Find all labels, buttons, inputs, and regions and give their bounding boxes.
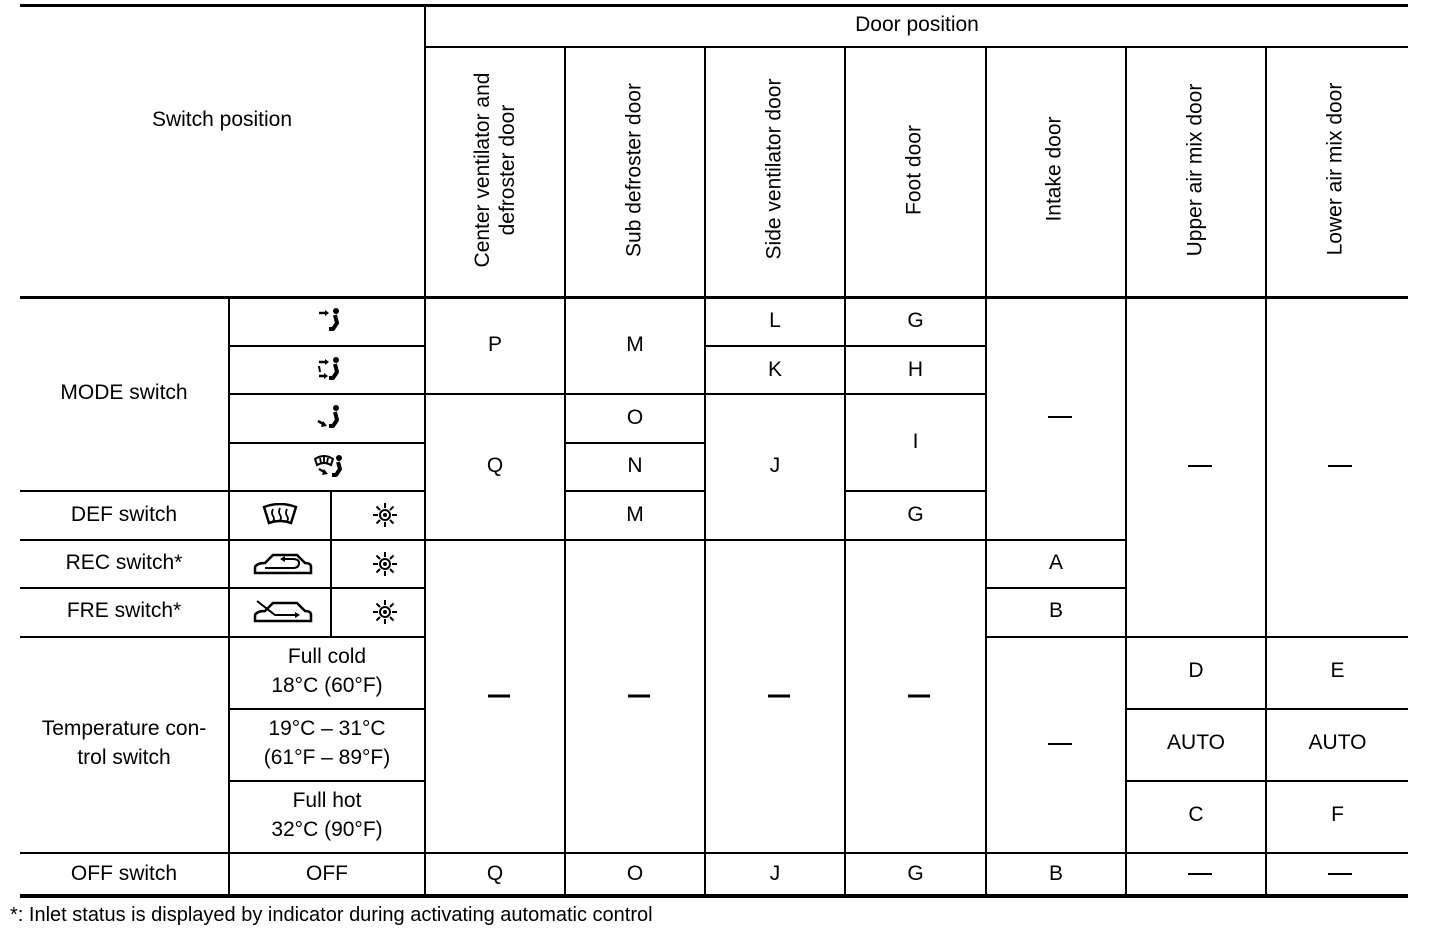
cell-side-vent-j: J — [769, 454, 781, 477]
in-line-c — [986, 636, 1408, 638]
col-divider-switch — [424, 4, 426, 896]
cell-lower-mix-dash-top — [1328, 465, 1352, 467]
def-switch-label: DEF switch — [70, 503, 178, 526]
row-line-temp-end — [20, 852, 1408, 854]
sd-line-a — [565, 393, 705, 395]
table-footnote: *: Inlet status is displayed by indicator during activating automatic control — [10, 904, 653, 926]
cell-sub-def-o: O — [626, 406, 644, 429]
table-top-border — [20, 4, 1408, 7]
mix-line-b — [1126, 780, 1408, 782]
cell-side-vent-k: K — [767, 358, 782, 381]
sv-line-c — [705, 539, 845, 541]
fresh-air-icon — [253, 599, 315, 625]
row-line-mode2 — [229, 393, 425, 395]
sv-line-b — [705, 393, 845, 395]
cell-foot-g: G — [907, 309, 924, 332]
cell-center-vent-dash — [488, 695, 510, 698]
cell-upper-mix-auto: AUTO — [1167, 731, 1225, 754]
ft-line-d — [845, 539, 986, 541]
cell-sub-def-m: M — [626, 333, 644, 356]
cell-upper-mix-dash-off — [1188, 873, 1212, 875]
cell-upper-mix-dash-top — [1188, 465, 1212, 467]
cell-foot-h: H — [907, 358, 924, 381]
cell-foot-off: G — [907, 862, 924, 885]
row-line-rec — [20, 587, 425, 589]
header-side-ventilator-door: Side ventilator door — [762, 78, 786, 260]
row-line-fre — [20, 636, 425, 638]
indicator-lamp-icon — [372, 599, 398, 625]
foot-defrost-mode-icon — [313, 453, 347, 479]
col-divider-6 — [1265, 46, 1267, 896]
cell-side-vent-dash — [768, 695, 790, 698]
temp-full-cold: Full cold 18°C (60°F) — [271, 645, 383, 697]
in-line-b — [986, 587, 1126, 589]
cv-line-b — [425, 539, 565, 541]
off-switch-label: OFF switch — [70, 862, 178, 885]
header-foot-door: Foot door — [902, 125, 926, 215]
header-upper-air-mix-door: Upper air mix door — [1183, 83, 1207, 257]
col-divider-5 — [1125, 46, 1127, 896]
cell-sub-def-dash — [628, 695, 650, 698]
cell-center-vent-p: P — [487, 333, 502, 356]
cell-lower-mix-e: E — [1330, 659, 1345, 682]
row-line-mode1 — [229, 345, 425, 347]
in-line-a — [986, 539, 1126, 541]
vent-mode-icon — [315, 307, 345, 333]
mix-line-a — [1126, 708, 1408, 710]
indicator-lamp-icon — [372, 502, 398, 528]
indicator-lamp-icon — [372, 551, 398, 577]
bi-level-mode-icon — [315, 356, 345, 382]
header-intake-door: Intake door — [1042, 116, 1066, 222]
switch-position-heading: Switch position — [151, 108, 293, 131]
cell-upper-mix-c: C — [1188, 803, 1204, 826]
header-sub-defroster-door: Sub defroster door — [622, 83, 646, 257]
cell-intake-dash-temp — [1048, 743, 1072, 745]
ft-line-b — [845, 393, 986, 395]
row-line-mode-end — [20, 490, 425, 492]
header-lower-air-mix-door: Lower air mix door — [1323, 82, 1347, 256]
cell-center-vent-q: Q — [486, 454, 504, 477]
rec-switch-label: REC switch* — [65, 551, 183, 574]
cell-sub-def-def: M — [626, 503, 644, 526]
fre-switch-label: FRE switch* — [66, 599, 182, 622]
cell-intake-dash-top — [1048, 416, 1072, 418]
ft-line-a — [845, 345, 986, 347]
col-divider-4 — [985, 46, 987, 896]
cell-sub-def-n: N — [627, 454, 643, 477]
cell-foot-dash — [908, 695, 930, 698]
ft-line-c — [845, 490, 986, 492]
cell-lower-mix-auto: AUTO — [1308, 731, 1367, 754]
defroster-icon — [262, 503, 298, 527]
sd-line-b — [565, 442, 705, 444]
temp-mid-range: 19°C – 31°C (61°F – 89°F) — [263, 717, 391, 769]
cell-center-vent-off: Q — [486, 862, 504, 885]
cell-intake-off: B — [1048, 862, 1063, 885]
sd-line-d — [565, 539, 705, 541]
col-divider-indicator — [330, 491, 332, 637]
recirculation-icon — [253, 551, 315, 577]
cell-side-vent-off: J — [769, 862, 781, 885]
cell-intake-a: A — [1048, 551, 1063, 574]
cell-intake-b: B — [1048, 599, 1063, 622]
off-setting: OFF — [306, 862, 348, 885]
row-line-mode3 — [229, 442, 425, 444]
foot-mode-icon — [315, 404, 345, 430]
cell-lower-mix-dash-off — [1328, 873, 1352, 875]
cell-sub-def-off: O — [626, 862, 644, 885]
sd-line-c — [565, 490, 705, 492]
header-center-ventilator-door: Center ventilator and defroster door — [471, 72, 519, 268]
mode-switch-label: MODE switch — [60, 381, 188, 404]
cell-upper-mix-d: D — [1188, 659, 1204, 682]
cell-lower-mix-f: F — [1331, 803, 1344, 826]
row-line-temp1 — [229, 708, 425, 710]
temperature-control-switch-label: Temperature con- trol switch — [41, 717, 207, 769]
row-line-def — [20, 539, 425, 541]
col-divider-3 — [844, 46, 846, 896]
cv-line-a — [425, 393, 565, 395]
door-position-heading: Door position — [855, 13, 979, 36]
sv-line-a — [705, 345, 845, 347]
door-position-divider — [424, 46, 1408, 48]
cell-foot-i: I — [912, 430, 919, 453]
cell-side-vent-l: L — [769, 309, 781, 332]
temp-full-hot: Full hot 32°C (90°F) — [271, 789, 383, 841]
cell-foot-def: G — [907, 503, 924, 526]
row-line-temp2 — [229, 780, 425, 782]
